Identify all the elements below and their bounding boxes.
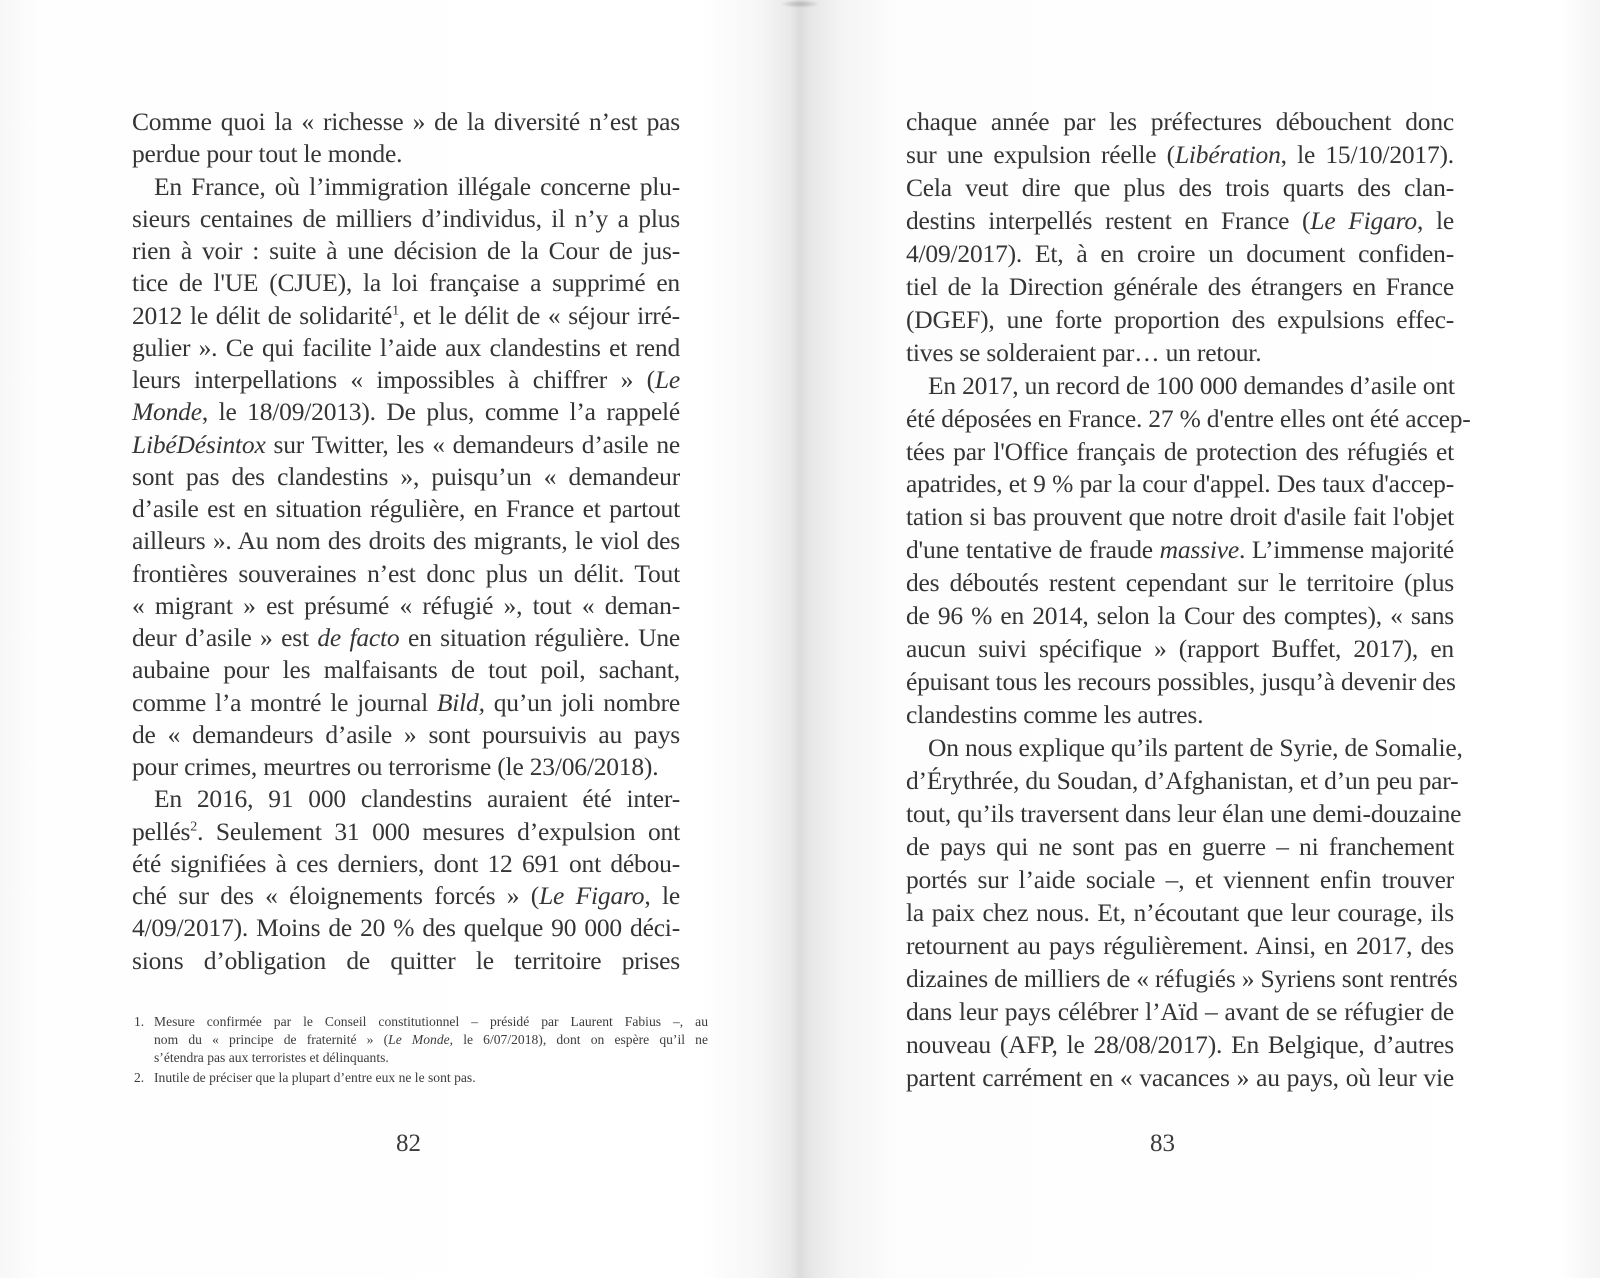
text-line: deur d’asile » est de facto en situation régulière. Une: [132, 623, 681, 652]
text-line: tout, qu’ils traversent dans leur élan une demi-douzaine: [906, 799, 1462, 829]
text-line: aucun suivi spécifique » (rapport Buffet, 2017), en: [906, 634, 1454, 664]
footnote-reference: 1: [392, 303, 399, 318]
paragraph-start-line: En 2016, 91 000 clandestins auraient été inter-: [154, 784, 680, 814]
text-line: épuisant tous les recours possibles, jusqu’à devenir des: [906, 667, 1456, 697]
text-line: clandestins comme les autres.: [906, 700, 1204, 730]
footnote-reference: 2: [190, 819, 198, 834]
italic-title: Le Figaro: [539, 881, 645, 910]
text-line: chaque année par les préfectures débouchent donc: [906, 107, 1454, 136]
text-line: Monde, le 18/09/2013). De plus, comme l’a rappelé: [132, 397, 680, 427]
footnote-line: s’étendra pas aux terroristes et délinquants.: [154, 1050, 389, 1065]
italic-title: Le: [654, 365, 680, 394]
text-line: d'une tentative de fraude massive. L’immense majorité: [906, 535, 1454, 565]
text-line: frontières souveraines n’est donc plus un délit. Tout: [132, 558, 680, 588]
text-line: dans leur pays célébrer l’Aïd – avant de se réfugier de: [906, 996, 1454, 1026]
footnote-line: Mesure confirmée par le Conseil constitutionnel – présidé par Laurent Fabius –, au: [154, 1014, 708, 1029]
text-line: perdue pour tout le monde.: [132, 139, 403, 169]
text-line: été signifiées à ces derniers, dont 12 691 ont débou-: [132, 848, 680, 878]
text-line: d’asile est en situation régulière, en France et partout: [132, 494, 680, 523]
text-line: pellés$^2$. Seulement 31 000 mesures d’expulsion ont: [132, 816, 680, 846]
text-line: Comme quoi la « richesse » de la diversité n’est pas: [132, 107, 680, 136]
text-line: tées par l'Office français de protection des réfugiés et: [906, 436, 1454, 466]
text-line: « migrant » est présumé « réfugié », tout « deman-: [132, 590, 680, 620]
text-line: 4/09/2017). Moins de 20 % des quelque 90 000 déci-: [132, 913, 680, 943]
text-line: de « demandeurs d’asile » sont poursuivis au pays: [132, 719, 680, 749]
text-line: dizaines de milliers de « réfugiés » Syriens sont rentrés: [906, 963, 1458, 993]
text-line: (DGEF), une forte proportion des expulsions effec-: [906, 304, 1454, 334]
text-line: sur une expulsion réelle (Libération, le 15/10/2017).: [906, 139, 1454, 169]
footnote-1: [134, 1013, 708, 1067]
text-line: LibéDésintox sur Twitter, les « demandeurs d’asile ne: [132, 429, 680, 459]
text-line: tice de l'UE (CJUE), la loi française a supprimé en: [132, 268, 680, 298]
text-line: tiel de la Direction générale des étrangers en France: [906, 271, 1454, 301]
text-line: ché sur des « éloignements forcés » (Le Figaro, le: [132, 881, 680, 910]
text-line: sieurs centaines de milliers d’individus, il n’y a plus: [132, 203, 680, 233]
text-line: de pays qui ne sont pas en guerre – ni franchement: [906, 831, 1454, 861]
italic-title: Le Monde: [388, 1032, 450, 1047]
text-line: aubaine pour les malfaisants de tout poil, sachant,: [132, 655, 680, 685]
italic-title: LibéDésintox: [132, 429, 266, 459]
italic-title: Bild,: [436, 687, 485, 717]
footnotes: [134, 1013, 708, 1089]
text-line: des déboutés restent cependant sur le territoire (plus: [906, 568, 1454, 598]
text-line: d’Érythrée, du Soudan, d’Afghanistan, et d’un peu par-: [906, 766, 1459, 796]
paragraph-start-line: On nous explique qu’ils partent de Syrie, de Somalie,: [928, 733, 1463, 763]
text-line: nouveau (AFP, le 28/08/2017). En Belgique, d’autres: [906, 1029, 1454, 1059]
text-line: portés sur l’aide sociale –, et viennent enfin trouver: [906, 864, 1454, 894]
footnote-line: nom du « principe de fraternité » (Le Monde, le 6/07/2018), dont on espère qu’il ne: [154, 1032, 708, 1047]
text-line: la paix chez nous. Et, n’écoutant que leur courage, ils: [906, 897, 1454, 927]
text-line: ailleurs ». Au nom des droits des migrants, le viol des: [132, 526, 680, 556]
page-number: 82: [396, 1130, 421, 1157]
text-line: pour crimes, meurtres ou terrorisme (le 23/06/2018).: [132, 752, 659, 781]
text-line: 4/09/2017). Et, à en croire un document confiden-: [906, 238, 1454, 268]
page-number: 83: [1150, 1130, 1175, 1157]
left-page-body: [132, 106, 680, 977]
text-line: tives se solderaient par… un retour.: [906, 337, 1262, 367]
text-line: leurs interpellations « impossibles à chiffrer » (Le: [132, 365, 680, 394]
italic-title: Monde: [132, 397, 202, 427]
text-line: sions d’obligation de quitter le territoire prises: [132, 945, 680, 975]
text-line: partent carrément en « vacances » au pays, où leur vie: [906, 1062, 1454, 1092]
paragraph-start-line: En 2017, un record de 100 000 demandes d’asile ont: [928, 370, 1455, 400]
footnote-number: 2.: [134, 1070, 145, 1085]
italic-title: de facto: [317, 623, 400, 652]
footnote-line: Inutile de préciser que la plupart d’entre eux ne le sont pas.: [154, 1070, 476, 1085]
text-line: comme l’a montré le journal Bild, qu’un joli nombre: [132, 687, 680, 717]
italic-title: massive: [1159, 535, 1239, 565]
text-line: Cela veut dire que plus des trois quarts des clan-: [906, 172, 1454, 202]
text-line: apatrides, et 9 % par la cour d'appel. Des taux d'accep-: [906, 469, 1454, 499]
italic-title: Libération: [1174, 139, 1281, 169]
text-line: tation si bas prouvent que notre droit d'asile fait l'objet: [906, 502, 1454, 532]
right-page-body: [906, 106, 1471, 1095]
text-line: 2012 le délit de solidarité$^1$, et le délit de « séjour irré-: [132, 300, 680, 330]
italic-title: Le Figaro: [1310, 205, 1417, 235]
footnote-number: 1.: [134, 1014, 145, 1029]
footnote-2: [134, 1069, 708, 1087]
text-line: sont pas des clandestins », puisqu’un « demandeur: [132, 461, 680, 491]
right-page: [800, 0, 1600, 1278]
text-line: été déposées en France. 27 % d'entre elles ont été accep-: [906, 403, 1471, 433]
text-line: gulier ». Ce qui facilite l’aide aux clandestins et rend: [132, 332, 680, 362]
text-line: retournent au pays régulièrement. Ainsi, en 2017, des: [906, 930, 1454, 960]
text-line: de 96 % en 2014, selon la Cour des comptes), « sans: [906, 601, 1454, 631]
paragraph-start-line: En France, où l’immigration illégale concerne plu-: [154, 171, 680, 201]
text-line: destins interpellés restent en France (Le Figaro, le: [906, 205, 1455, 235]
text-line: rien à voir : suite à une décision de la Cour de jus-: [132, 236, 680, 265]
